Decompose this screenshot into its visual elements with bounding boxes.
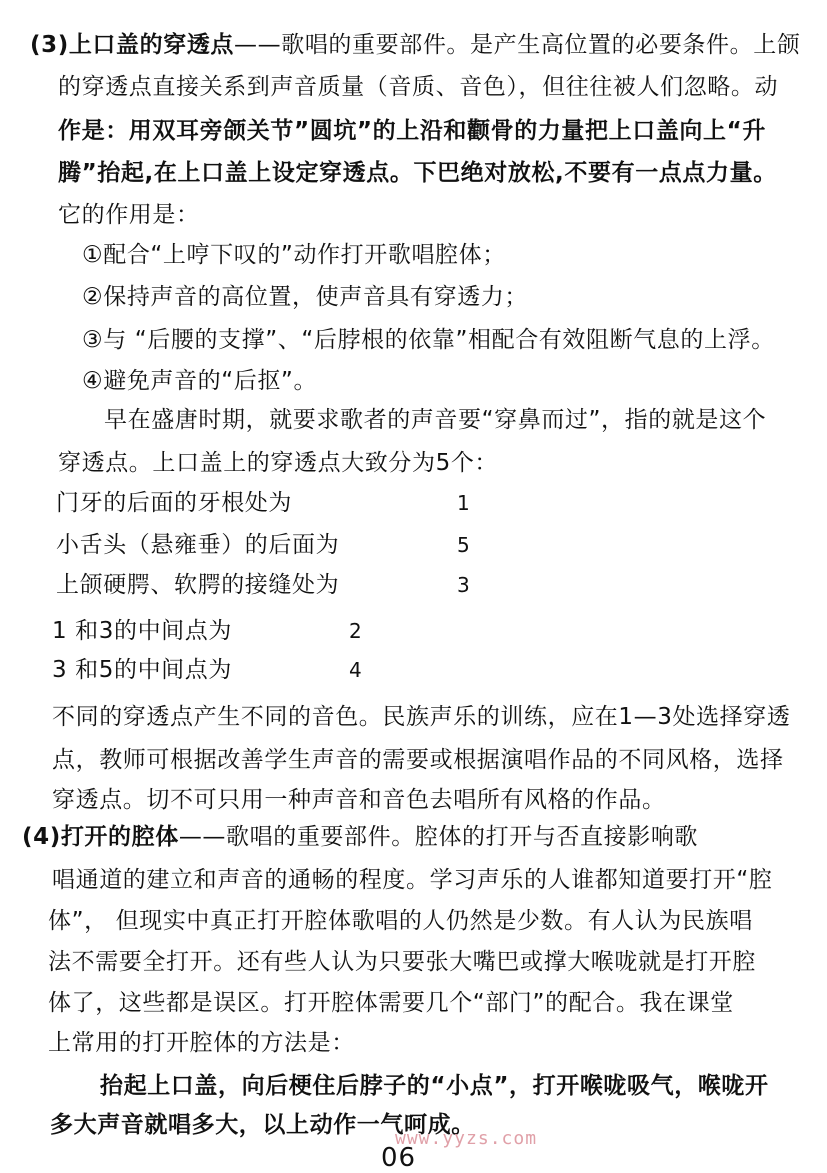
section-4-line: 唱通道的建立和声音的通畅的程度。学习声乐的人谁都知道要打开“腔	[52, 867, 773, 893]
section-3-heading-line	[30, 30, 800, 60]
section-4-line: 上常用的打开腔体的方法是：	[48, 1030, 355, 1056]
point-number: 5	[457, 533, 470, 557]
section-4-line: 体”， 但现实中真正打开腔体歌唱的人仍然是少数。有人认为民族唱	[48, 908, 753, 934]
section-3-line-5: 它的作用是：	[58, 202, 200, 228]
function-item: ④避免声音的“后抠”。	[82, 368, 318, 394]
section-4-heading-text: ——歌唱的重要部件。腔体的打开与否直接影响歌	[178, 824, 699, 850]
function-item: ②保持声音的高位置，使声音具有穿透力；	[82, 284, 529, 310]
section-4-line: 法不需要全打开。还有些人认为只要张大嘴巴或撑大喉咙就是打开腔	[48, 949, 756, 975]
point-label: 小舌头（悬雍垂）的后面为	[56, 532, 340, 558]
point-number: 2	[349, 619, 362, 643]
section-4-heading-line	[22, 822, 698, 852]
watermark: www.yyzs.com	[395, 1128, 538, 1149]
paragraph-line: 穿透点。切不可只用一种声音和音色去唱所有风格的作品。	[52, 787, 666, 813]
section-4-paragraph-line: 抬起上口盖，向后梗住后脖子的“小点”，打开喉咙吸气，喉咙开	[100, 1073, 769, 1099]
paragraph-line: 点，教师可根据改善学生声音的需要或根据演唱作品的不同风格，选择	[52, 747, 784, 773]
section-4-line: 体了，这些都是误区。打开腔体需要几个“部门”的配合。我在课堂	[48, 990, 734, 1016]
paragraph-line: 早在盛唐时期，就要求歌者的声音要“穿鼻而过”，指的就是这个	[104, 407, 767, 433]
point-number: 4	[349, 658, 362, 682]
point-number: 3	[457, 573, 470, 597]
paragraph-line: 不同的穿透点产生不同的音色。民族声乐的训练，应在1—3处选择穿透	[52, 704, 791, 730]
paragraph-line: 穿透点。上口盖上的穿透点大致分为5个：	[58, 450, 499, 476]
section-3-line-2: 的穿透点直接关系到声音质量（音质、音色），但往往被人们忽略。动	[58, 74, 779, 100]
page-number: 06	[381, 1143, 417, 1173]
point-label: 1 和3的中间点为	[52, 618, 232, 644]
point-label: 上颌硬腭、软腭的接缝处为	[56, 572, 340, 598]
section-3-line-3: 作是：用双耳旁颌关节”圆坑”的上沿和颧骨的力量把上口盖向上“升	[58, 118, 766, 144]
point-label: 门牙的后面的牙根处为	[56, 490, 292, 516]
section-4-paragraph-line: 多大声音就唱多大，以上动作一气呵成。	[50, 1112, 475, 1138]
section-3-heading: (3)上口盖的穿透点	[30, 32, 235, 58]
section-4-heading: (4)打开的腔体	[22, 824, 179, 850]
function-item: ③与 “后腰的支撑”、“后脖根的依靠”相配合有效阻断气息的上浮。	[82, 327, 775, 353]
section-3-heading-text: ——歌唱的重要部件。是产生高位置的必要条件。上颌	[234, 32, 801, 58]
section-3-line-4: 腾”抬起,在上口盖上设定穿透点。下巴绝对放松,不要有一点点力量。	[58, 160, 777, 186]
point-label: 3 和5的中间点为	[52, 657, 232, 683]
function-item: ①配合“上哼下叹的”动作打开歌唱腔体；	[82, 242, 506, 268]
point-number: 1	[457, 491, 470, 515]
